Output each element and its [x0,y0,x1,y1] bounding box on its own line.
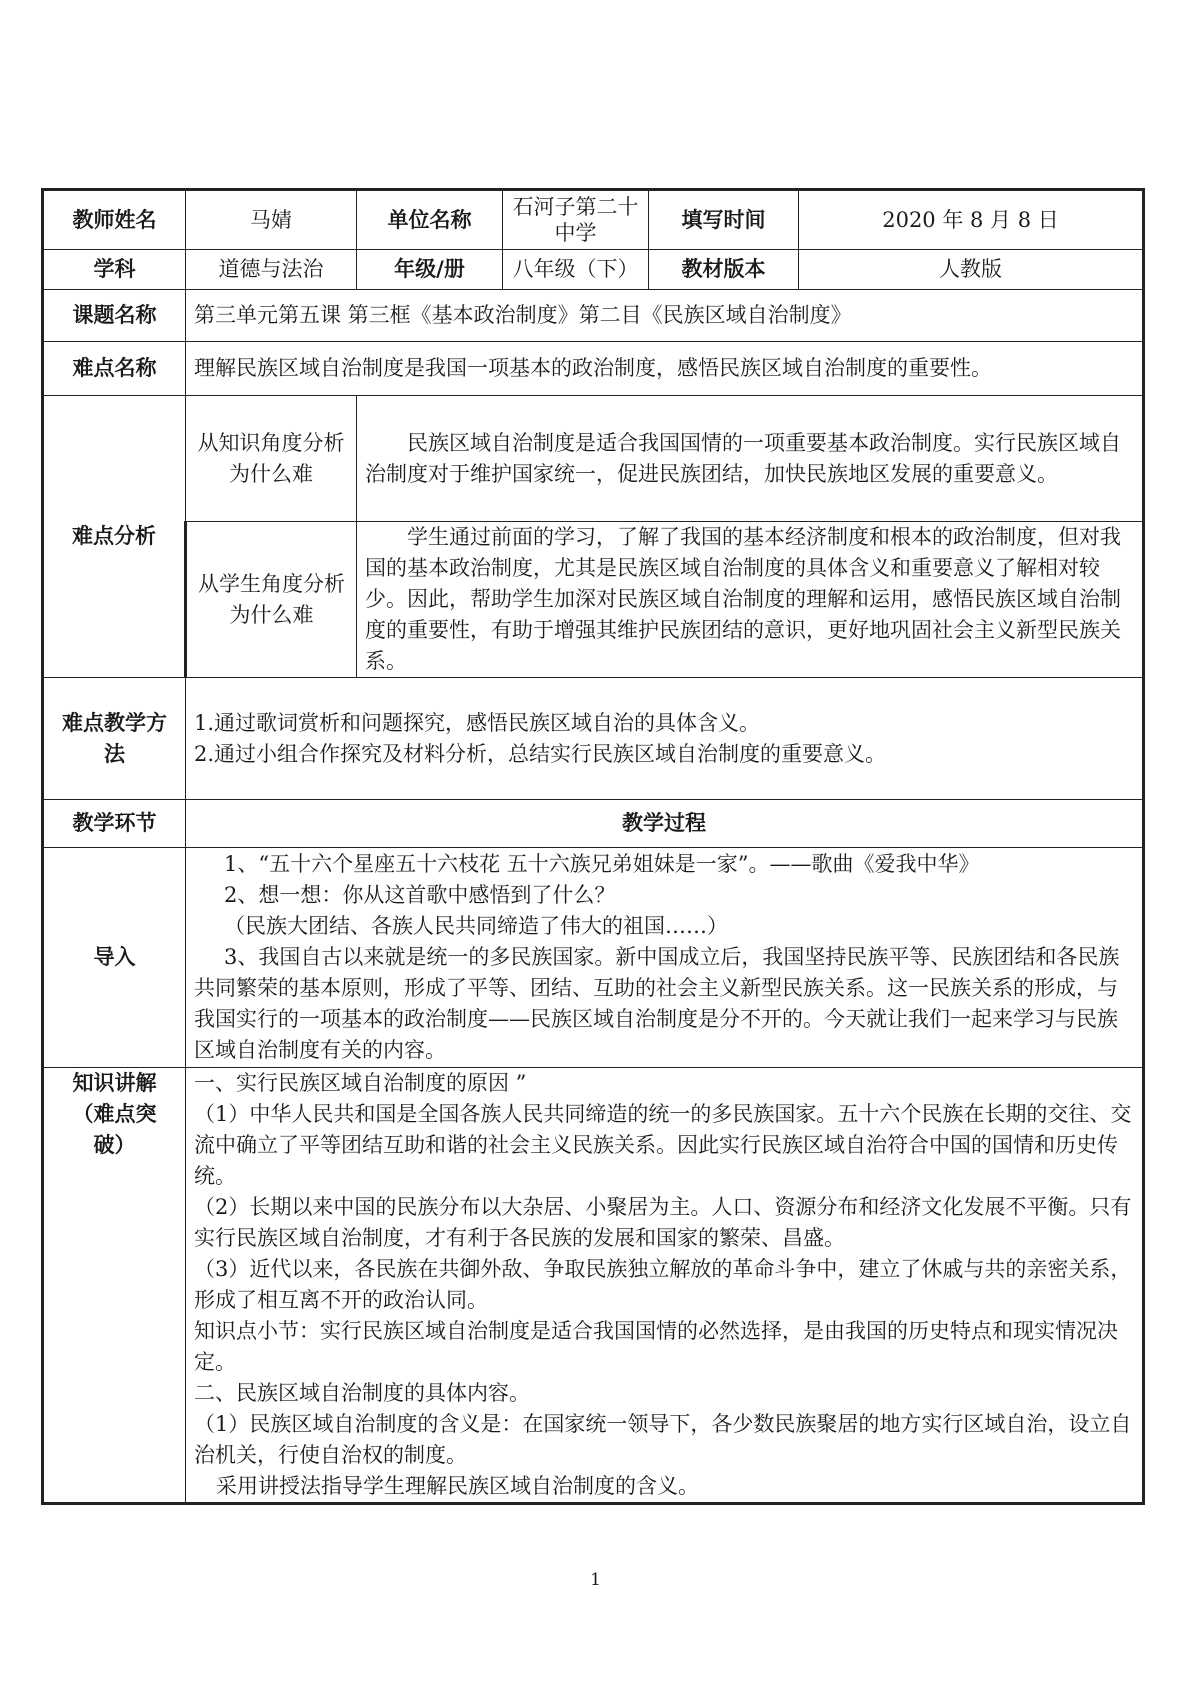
subject-value: 道德与法治 [186,250,357,290]
knowledge-para-4: （3）近代以来，各民族在共御外敌、争取民族独立解放的革命斗争中，建立了休戚与共的亲密关系，形成了相互离不开的政治认同。 [194,1257,1132,1312]
knowledge-label-line1: 知识讲解 [72,1071,157,1095]
intro-row [43,848,1144,1068]
intro-para-2: 2、想一想：你从这首歌中感悟到了什么？ [224,883,616,907]
analysis-row-student [43,522,1144,678]
analysis-label: 难点分析 [43,396,186,678]
page-number: 1 [590,1570,601,1590]
method-row [43,678,1144,800]
knowledge-label-line3: 破） [93,1133,136,1157]
date-label: 填写时间 [649,190,799,250]
edition-label: 教材版本 [649,250,799,290]
knowledge-label [43,1068,186,1504]
intro-para-4: 3、我国自古以来就是统一的多民族国家。新中国成立后，我国坚持民族平等、民族团结和各民族共同繁荣的基本原则，形成了平等、团结、互助的社会主义新型民族关系。这一民族关系的形成，与我国实行的一项基本的政治制度——民族区域自治制度是分不开的。今天就让我们一起来学习与民族区域自治制度有关的内容。 [194,945,1120,1062]
student-angle-text: 学生通过前面的学习，了解了我国的基本经济制度和根本的政治制度，但对我国的基本政治制度，尤其是民族区域自治制度的具体含义和重要意义了解相对较少。因此，帮助学生加深对民族区域自治制度的理解和运用，感悟民族区域自治制度的重要性，有助于增强其维护民族团结的意识，更好地巩固社会主义新型民族关系。 [357,522,1144,678]
teacher-value: 马婧 [186,190,357,250]
lesson-plan-table [41,188,1145,1505]
subject-label: 学科 [43,250,186,290]
difficulty-label: 难点名称 [43,342,186,396]
header-row-1 [43,190,1144,250]
student-angle-label [186,522,357,678]
knowledge-angle-text: 民族区域自治制度是适合我国国情的一项重要基本政治制度。实行民族区域自治制度对于维护国家统一，促进民族团结，加快民族地区发展的重要意义。 [357,396,1144,522]
header-row-2 [43,250,1144,290]
unit-value-line1: 石河子第二十 [512,195,639,219]
knowledge-content [186,1068,1144,1504]
intro-para-1: 1、“五十六个星座五十六枝花 五十六族兄弟姐妹是一家”。——歌曲《爱我中华》 [224,852,980,876]
difficulty-value: 理解民族区域自治制度是我国一项基本的政治制度，感悟民族区域自治制度的重要性。 [186,342,1144,396]
method-line-2: 2.通过小组合作探究及材料分析，总结实行民族区域自治制度的重要意义。 [194,741,887,766]
intro-label: 导入 [43,848,186,1068]
knowledge-para-2: （1）中华人民共和国是全国各族人民共同缔造的统一的多民族国家。五十六个民族在长期的交往、交流中确立了平等团结互助和谐的社会主义民族关系。因此实行民族区域自治符合中国的国情和历史传统。 [194,1102,1132,1188]
topic-value: 第三单元第五课 第三框《基本政治制度》第二目《民族区域自治制度》 [186,290,1144,342]
knowledge-angle-label [186,396,357,522]
difficulty-row [43,342,1144,396]
topic-label: 课题名称 [43,290,186,342]
method-line-1: 1.通过歌词赏析和问题探究，感悟民族区域自治的具体含义。 [194,710,761,735]
knowledge-angle-line2: 为什么难 [229,461,313,486]
process-header: 教学过程 [186,800,1144,848]
date-value: 2020 年 8 月 8 日 [799,190,1144,250]
intro-para-3: （民族大团结、各族人民共同缔造了伟大的祖国……） [224,914,728,938]
intro-content [186,848,1144,1068]
unit-value-line2: 中学 [554,221,597,245]
unit-value [503,190,649,250]
knowledge-para-3: （2）长期以来中国的民族分布以大杂居、小聚居为主。人口、资源分布和经济文化发展不平衡。只有实行民族区域自治制度，才有利于各民族的发展和国家的繁荣、昌盛。 [194,1195,1132,1250]
analysis-row-knowledge [43,396,1144,522]
knowledge-para-5: 知识点小节：实行民族区域自治制度是适合我国国情的必然选择，是由我国的历史特点和现实情况决定。 [194,1319,1118,1374]
topic-row [43,290,1144,342]
knowledge-angle-line1: 从知识角度分析 [197,430,345,455]
student-angle-line2: 为什么难 [229,602,314,627]
knowledge-para-1: 一、实行民族区域自治制度的原因 ” [194,1071,527,1095]
stage-header: 教学环节 [43,800,186,848]
knowledge-label-line2: （难点突 [72,1102,157,1126]
student-angle-line1: 从学生角度分析 [198,571,345,596]
knowledge-para-6: 二、民族区域自治制度的具体内容。 [194,1381,530,1405]
teacher-label: 教师姓名 [43,190,186,250]
method-value [186,678,1144,800]
grade-value: 八年级（下） [503,250,649,290]
process-header-row [43,800,1144,848]
grade-label: 年级/册 [357,250,503,290]
method-label: 难点教学方法 [43,678,186,800]
knowledge-para-8: 采用讲授法指导学生理解民族区域自治制度的含义。 [216,1474,699,1498]
knowledge-para-7: （1）民族区域自治制度的含义是：在国家统一领导下，各少数民族聚居的地方实行区域自治，设立自治机关，行使自治权的制度。 [194,1412,1132,1467]
edition-value: 人教版 [799,250,1144,290]
knowledge-row [43,1068,1144,1504]
unit-label: 单位名称 [357,190,503,250]
